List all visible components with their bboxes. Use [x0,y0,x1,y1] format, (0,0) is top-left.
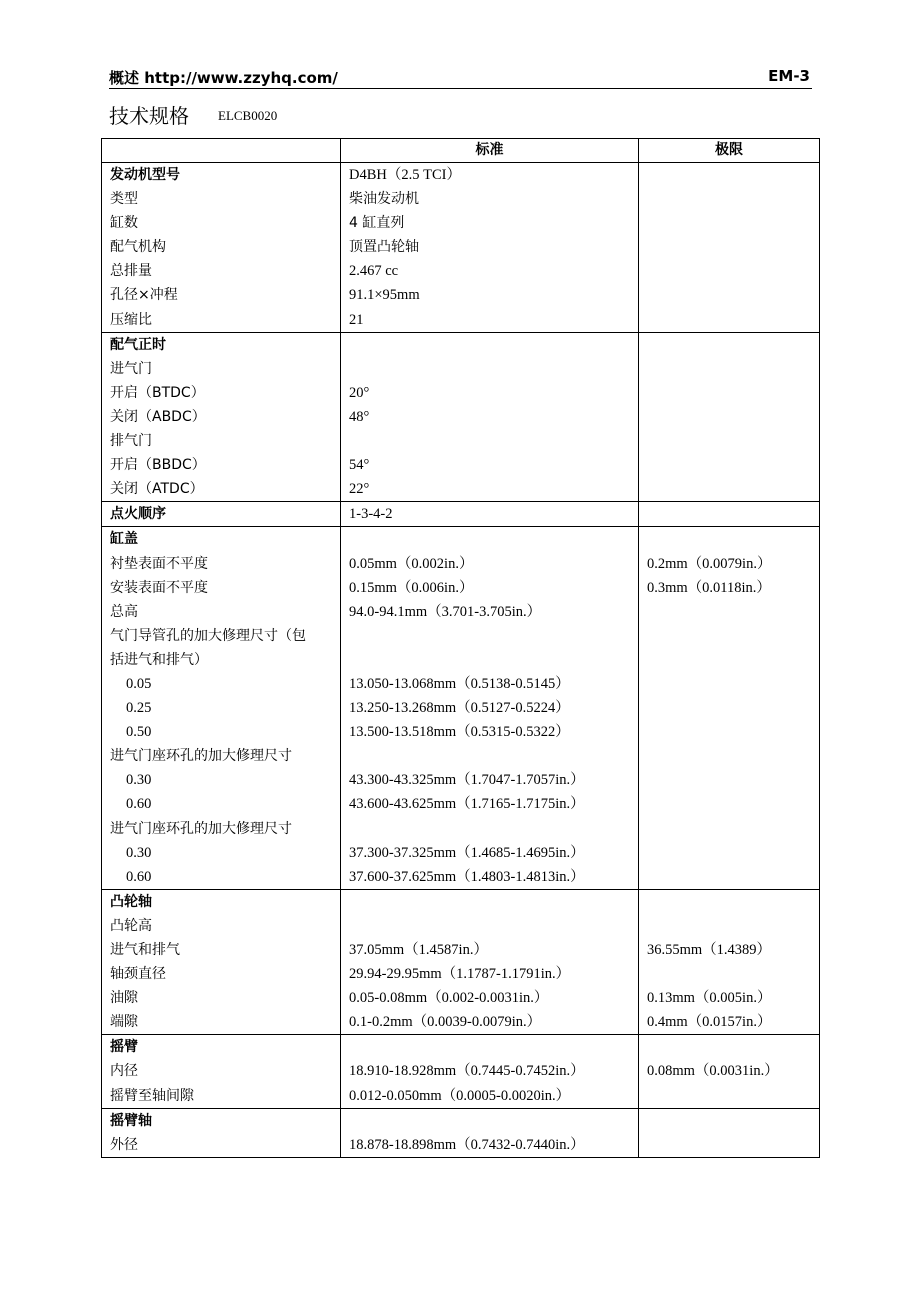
limit-cell [639,1035,820,1108]
spec-standard-value: 0.1-0.2mm（0.0039-0.0079in.） [349,1014,542,1031]
limit-cell [639,889,820,1035]
standard-cell [341,163,639,333]
spec-standard-value: D4BH（2.5 TCI） [349,167,461,183]
spec-label: 缸盖 [110,531,138,548]
item-cell [102,527,341,889]
spec-limit-value [647,453,811,477]
spec-label: 安装表面不平度 [110,579,208,596]
spec-limit-value [647,672,811,696]
spec-section-row [102,163,820,333]
limit-cell [639,163,820,333]
spec-table [101,138,820,1158]
spec-label: 关闭（ABDC） [110,408,206,425]
spec-label: 缸数 [110,215,138,232]
spec-label: 开启（BBDC） [110,457,206,474]
spec-limit-value [647,841,811,865]
spec-label: 0.30 [126,844,152,861]
item-cell [102,1108,341,1157]
spec-label: 内径 [110,1063,138,1080]
spec-label: 孔径×冲程 [110,287,178,304]
spec-section-row [102,1108,820,1157]
column-header-item [102,139,341,163]
spec-label: 配气正时 [110,336,166,353]
spec-label: 摇臂轴 [110,1112,152,1129]
spec-limit-value: 0.2mm（0.0079in.） [647,555,772,572]
spec-limit-value [647,962,811,986]
spec-label: 油隙 [110,990,138,1007]
spec-section-row [102,332,820,502]
page-header [109,66,812,89]
spec-limit-value [647,187,811,211]
spec-standard-value: 柴油发动机 [349,191,419,208]
spec-standard-value: 21 [349,311,364,328]
spec-standard-value: 4 缸直列 [349,215,405,232]
spec-limit-value [647,744,811,768]
spec-limit-value [647,283,811,307]
spec-label: 摇臂至轴间隙 [110,1087,194,1104]
column-header-standard: 标准 [341,139,639,163]
spec-standard-value: 0.15mm（0.006in.） [349,579,474,596]
spec-standard-value: 48° [349,408,370,425]
spec-standard-value: 43.300-43.325mm（1.7047-1.7057in.） [349,772,585,789]
spec-limit-value [647,1035,811,1059]
spec-limit-value [647,768,811,792]
spec-label: 进气门座环孔的加大修理尺寸 [110,820,292,837]
standard-cell [341,527,639,889]
spec-section-row [102,527,820,889]
standard-cell [341,1035,639,1108]
item-cell [102,332,341,502]
spec-limit-value [647,308,811,332]
spec-label: 端隙 [110,1014,138,1031]
page-number: EM-3 [768,67,810,85]
spec-limit-value [647,624,811,648]
spec-standard-value [349,357,630,381]
spec-label: 开启（BTDC） [110,384,205,401]
spec-label: 0.60 [126,868,152,885]
spec-table-body [102,163,820,1158]
header-left-text: 概述 http://www.zzyhq.com/ [109,69,338,87]
spec-limit-value [647,477,811,501]
spec-label: 点火顺序 [110,506,166,523]
column-header-limit: 极限 [639,139,820,163]
spec-standard-value: 22° [349,481,370,498]
spec-standard-value: 20° [349,384,370,401]
spec-label: 摇臂 [110,1039,138,1056]
spec-label: 进气和排气 [110,942,180,958]
spec-limit-value [647,1109,811,1133]
spec-label: 进气门 [110,360,152,377]
spec-label: 关闭（ATDC） [110,481,204,498]
spec-label: 凸轮高 [110,917,152,934]
spec-limit-value: 0.3mm（0.0118in.） [647,579,771,596]
standard-cell [341,1108,639,1157]
spec-standard-value: 0.05mm（0.002in.） [349,555,474,572]
spec-label: 0.25 [126,700,152,717]
spec-limit-value [647,720,811,744]
spec-limit-value: 0.13mm（0.005in.） [647,990,772,1007]
spec-standard-value: 0.05-0.08mm（0.002-0.0031in.） [349,990,549,1007]
spec-section-row [102,502,820,527]
spec-standard-value: 43.600-43.625mm（1.7165-1.7175in.） [349,796,585,813]
spec-label: 气门导管孔的加大修理尺寸（包 [110,627,306,644]
spec-limit-value [647,648,811,672]
spec-label: 排气门 [110,433,152,450]
item-cell [102,889,341,1035]
item-cell [102,502,341,527]
spec-label: 凸轮轴 [110,893,152,910]
spec-label: 进气门座环孔的加大修理尺寸 [110,748,292,765]
spec-section-row [102,889,820,1035]
spec-standard-value: 94.0-94.1mm（3.701-3.705in.） [349,603,542,620]
spec-standard-value [349,527,630,551]
spec-limit-value [647,600,811,624]
spec-standard-value: 2.467 cc [349,263,399,280]
table-header-row [102,139,820,163]
spec-label: 配气机构 [110,239,166,256]
spec-standard-value [349,890,630,914]
standard-cell [341,502,639,527]
spec-limit-value [647,1133,811,1157]
spec-standard-value: 91.1×95mm [349,287,420,304]
spec-standard-value: 29.94-29.95mm（1.1787-1.1791in.） [349,966,571,983]
spec-label: 外径 [110,1136,138,1153]
spec-limit-value [647,259,811,283]
page-title: 技术规格 [109,104,189,128]
spec-standard-value: 37.600-37.625mm（1.4803-1.4813in.） [349,868,585,885]
spec-limit-value [647,429,811,453]
spec-limit-value [647,211,811,235]
spec-limit-value [647,405,811,429]
spec-standard-value: 54° [349,457,370,474]
spec-standard-value: 13.050-13.068mm（0.5138-0.5145） [349,675,570,692]
spec-standard-value [349,429,630,453]
spec-standard-value [349,817,630,841]
spec-limit-value [647,163,811,187]
spec-label: 0.50 [126,724,152,741]
spec-limit-value [647,865,811,889]
spec-standard-value: 13.500-13.518mm（0.5315-0.5322） [349,724,570,741]
spec-standard-value: 37.300-37.325mm（1.4685-1.4695in.） [349,844,585,861]
spec-section-row [102,1035,820,1108]
spec-standard-value [349,1035,630,1059]
spec-limit-value [647,792,811,816]
limit-cell [639,502,820,527]
spec-label: 压缩比 [110,311,152,328]
limit-cell [639,332,820,502]
spec-limit-value [647,502,811,526]
spec-limit-value [647,527,811,551]
spec-label: 类型 [110,191,138,208]
spec-standard-value [349,333,630,357]
spec-standard-value: 顶置凸轮轴 [349,239,419,256]
standard-cell [341,332,639,502]
spec-standard-value [349,1109,630,1133]
spec-standard-value: 18.878-18.898mm（0.7432-0.7440in.） [349,1136,585,1153]
spec-standard-value [349,648,630,672]
spec-standard-value: 37.05mm（1.4587in.） [349,942,488,958]
spec-limit-value: 0.4mm（0.0157in.） [647,1014,772,1031]
spec-limit-value [647,235,811,259]
spec-limit-value [647,381,811,405]
standard-cell [341,889,639,1035]
spec-standard-value: 0.012-0.050mm（0.0005-0.0020in.） [349,1087,571,1104]
limit-cell [639,527,820,889]
spec-label: 0.60 [126,796,152,813]
spec-standard-value [349,744,630,768]
spec-label: 衬垫表面不平度 [110,555,208,572]
spec-limit-value [647,914,811,938]
spec-label: 发动机型号 [110,167,180,183]
spec-standard-value: 1-3-4-2 [349,506,393,523]
spec-limit-value: 36.55mm（1.4389） [647,942,772,958]
spec-standard-value [349,624,630,648]
spec-limit-value [647,696,811,720]
item-cell [102,1035,341,1108]
spec-standard-value [349,914,630,938]
spec-label: 括进气和排气） [110,651,208,668]
spec-standard-value: 18.910-18.928mm（0.7445-0.7452in.） [349,1063,585,1080]
spec-label: 0.30 [126,772,152,789]
spec-label: 0.05 [126,675,152,692]
spec-label: 轴颈直径 [110,966,166,983]
spec-limit-value: 0.08mm（0.0031in.） [647,1063,779,1080]
spec-limit-value [647,357,811,381]
limit-cell [639,1108,820,1157]
spec-limit-value [647,817,811,841]
spec-limit-value [647,333,811,357]
spec-standard-value: 13.250-13.268mm（0.5127-0.5224） [349,700,570,717]
spec-limit-value [647,1084,811,1108]
item-cell [102,163,341,333]
spec-label: 总排量 [110,263,152,280]
spec-limit-value [647,890,811,914]
spec-label: 总高 [110,603,138,620]
section-code: ELCB0020 [218,108,278,123]
